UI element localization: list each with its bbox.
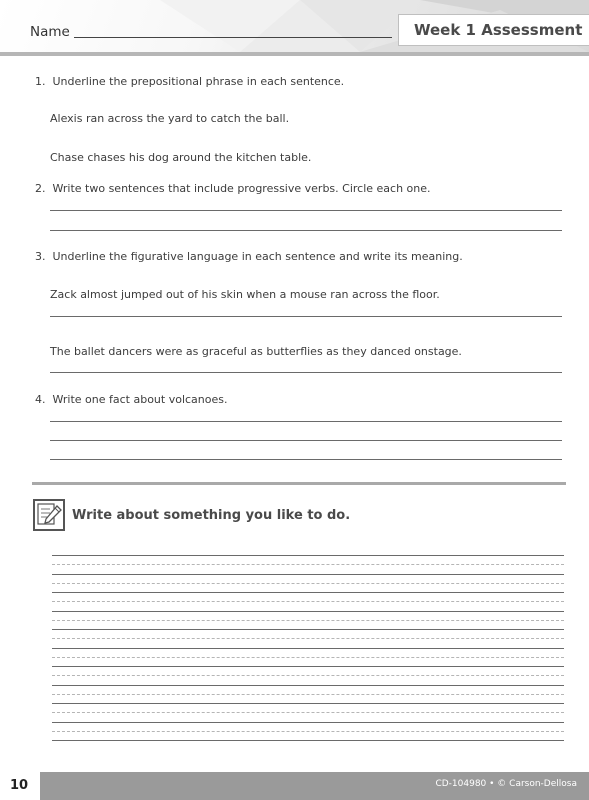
question-prompt: Underline the prepositional phrase in each sentence. [52,75,345,88]
writing-line[interactable] [52,648,564,649]
header-rule [0,52,589,56]
writing-prompt: Write about something you like to do. [72,508,351,523]
question-number: 1. [35,75,46,88]
writing-guide-line [52,564,564,565]
writing-guide-line [52,675,564,676]
name-input-line[interactable] [74,37,392,38]
writing-guide-line [52,620,564,621]
answer-line[interactable] [50,316,562,317]
writing-line[interactable] [52,703,564,704]
writing-line[interactable] [52,740,564,741]
question-number: 2. [35,182,46,195]
page-title: Week 1 Assessment [414,21,583,39]
sentence-3b: The ballet dancers were as graceful as butterflies as they danced onstage. [50,345,462,358]
question-prompt: Write two sentences that include progressive verbs. Circle each one. [52,182,431,195]
writing-guide-line [52,731,564,732]
writing-line[interactable] [52,574,564,575]
pencil-paper-icon [33,499,65,531]
question-4 [35,393,228,406]
writing-line[interactable] [52,592,564,593]
answer-line[interactable] [50,210,562,211]
sentence-1b: Chase chases his dog around the kitchen table. [50,151,312,164]
question-prompt: Underline the figurative language in each sentence and write its meaning. [52,250,463,263]
answer-line[interactable] [50,230,562,231]
sentence-1a: Alexis ran across the yard to catch the ball. [50,112,290,125]
answer-line[interactable] [50,440,562,441]
writing-line[interactable] [52,611,564,612]
writing-line[interactable] [52,555,564,556]
question-3 [35,250,463,263]
page-number: 10 [10,778,29,793]
answer-line[interactable] [50,459,562,460]
writing-guide-line [52,694,564,695]
writing-guide-line [52,638,564,639]
question-prompt: Write one fact about volcanoes. [52,393,228,406]
writing-line[interactable] [52,685,564,686]
sentence-3a: Zack almost jumped out of his skin when a mouse ran across the floor. [50,288,440,301]
name-label: Name [30,24,70,40]
title-box [398,14,589,46]
section-divider [32,482,566,485]
pencil-icon [35,501,63,529]
question-1 [35,75,344,88]
header-band [0,0,589,55]
writing-guide-line [52,583,564,584]
answer-line[interactable] [50,372,562,373]
question-number: 3. [35,250,46,263]
question-number: 4. [35,393,46,406]
question-2 [35,182,431,195]
writing-line[interactable] [52,629,564,630]
writing-guide-line [52,601,564,602]
publisher-code: CD-104980 • © Carson-Dellosa [435,779,577,789]
writing-guide-line [52,712,564,713]
writing-guide-line [52,657,564,658]
writing-line[interactable] [52,722,564,723]
writing-line[interactable] [52,666,564,667]
answer-line[interactable] [50,421,562,422]
